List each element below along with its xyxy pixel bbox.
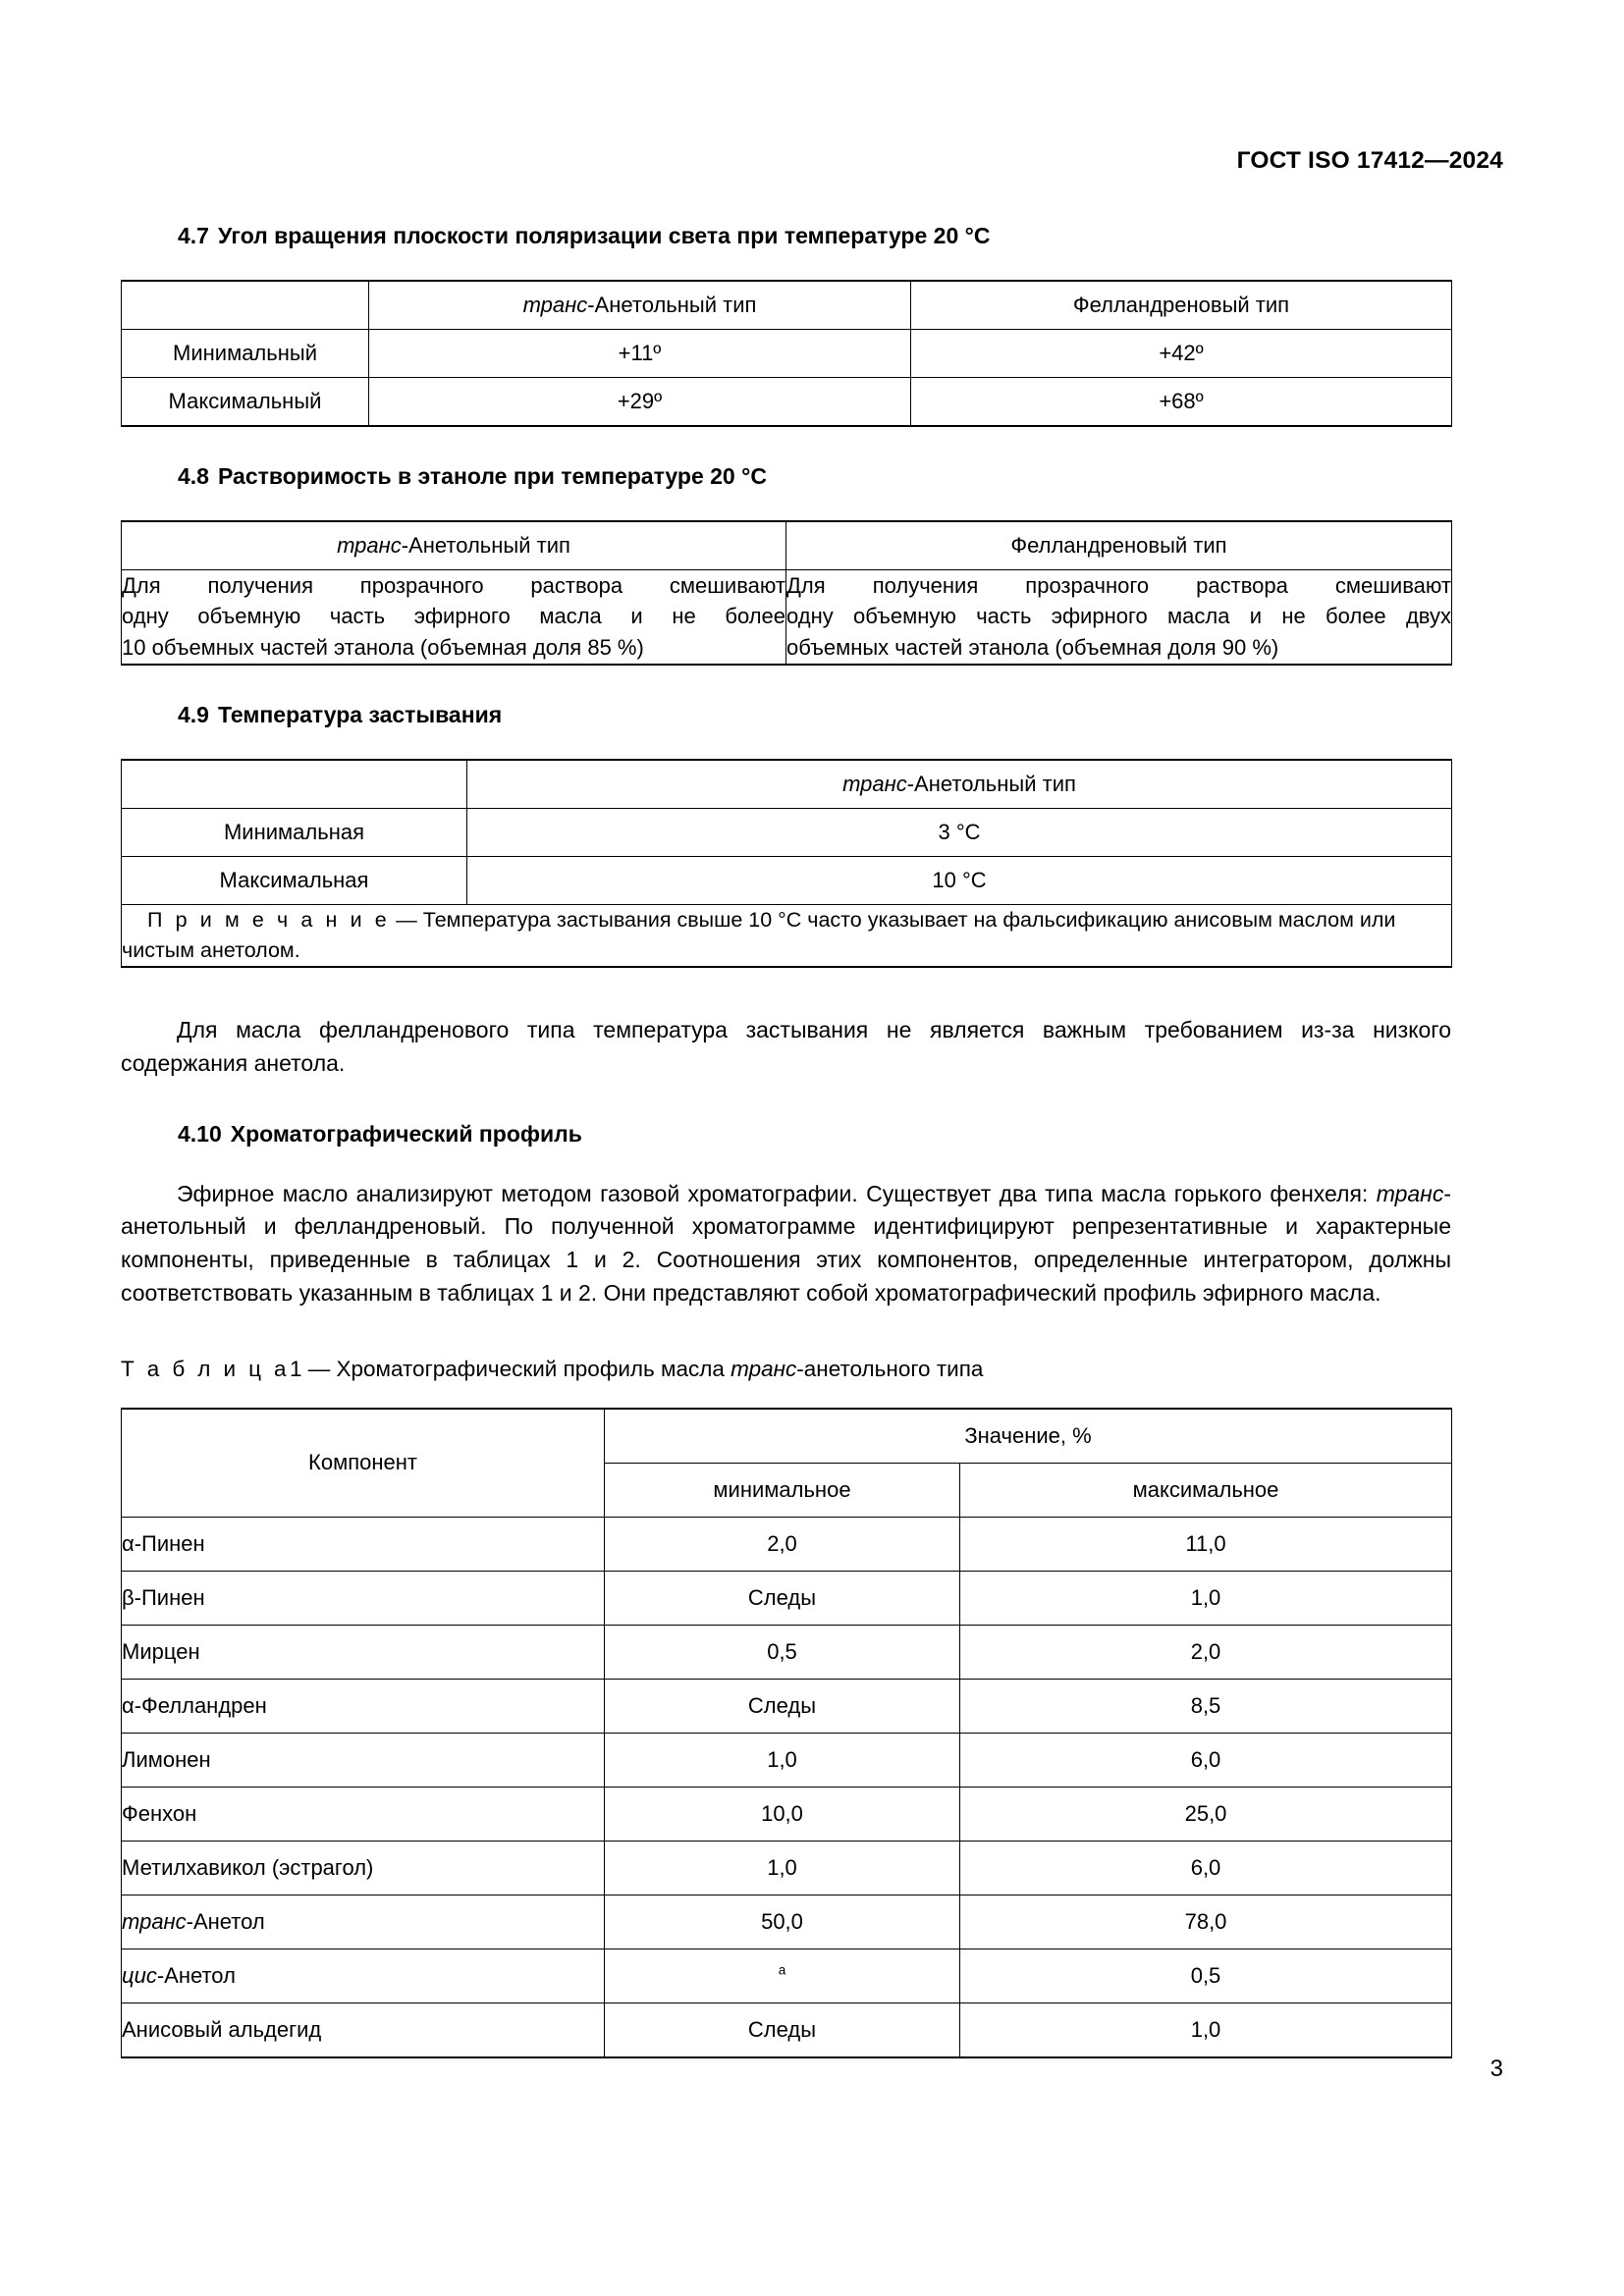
table1-caption-number: 1 <box>289 1356 302 1381</box>
t1-row1-min: Следы <box>605 1571 960 1625</box>
italic-trans: транс <box>122 1908 187 1934</box>
table-header-row <box>122 1409 1452 1464</box>
freeze-row-min-label: Минимальная <box>122 808 467 856</box>
table-row <box>122 808 1452 856</box>
clause-heading-4-7 <box>121 222 1451 250</box>
t1-row9-min: Следы <box>605 2002 960 2057</box>
t1-header-component: Компонент <box>122 1409 605 1518</box>
table1-caption-word: Т а б л и ц а <box>121 1356 290 1381</box>
angle-row-max-anethole: +29º <box>369 377 911 426</box>
clause-heading-4-9 <box>121 701 1451 729</box>
t1-row3-max: 8,5 <box>960 1679 1452 1733</box>
t1-row7-min: 50,0 <box>605 1895 960 1949</box>
t1-row7-max: 78,0 <box>960 1895 1452 1949</box>
table-row <box>122 1895 1452 1949</box>
t1-row5-component: Фенхон <box>122 1787 605 1841</box>
sol-cell-anethole <box>122 569 786 665</box>
t1-row4-component: Лимонен <box>122 1733 605 1787</box>
table-row <box>122 1733 1452 1787</box>
freeze-header-blank <box>122 760 467 809</box>
table-row <box>122 856 1452 904</box>
clause-number-4-8: 4.8 <box>178 462 209 489</box>
sol-anethole-line2: одну объемную часть эфирного масла и не более <box>122 604 785 629</box>
table-row <box>122 904 1452 967</box>
t1-row9-component: Анисовый альдегид <box>122 2002 605 2057</box>
t1-row2-max: 2,0 <box>960 1625 1452 1679</box>
angle-row-max-phellandrene: +68º <box>911 377 1452 426</box>
t1-row6-max: 6,0 <box>960 1841 1452 1895</box>
sol-header-phellandrene: Фелландреновый тип <box>786 521 1452 570</box>
chrom-text-part2: -анетольный и фелландреновый. По полученной хроматограмме идентифицируют репрезентативные и характерные компоненты, приведенные в таблицах 1 и 2. Соотношения этих компонентов, определенные интегратором, должны соответствовать указанным в таблицах 1 и 2. Они представляют собой хроматографический профиль эфирного масла. <box>121 1180 1451 1306</box>
table-row <box>122 569 1452 665</box>
sol-header-anethole-rest: -Анетольный тип <box>401 532 570 558</box>
running-header-standard-id: ГОСТ ISO 17412—2024 <box>1236 147 1503 174</box>
t1-row4-min: 1,0 <box>605 1733 960 1787</box>
freeze-header-anethole <box>467 760 1452 809</box>
t1-row9-max: 1,0 <box>960 2002 1452 2057</box>
angle-header-phellandrene: Фелландреновый тип <box>911 281 1452 330</box>
italic-trans: транс <box>842 771 907 796</box>
clause-number-4-9: 4.9 <box>178 702 209 728</box>
table1-caption-text-b: -анетольного типа <box>796 1356 984 1381</box>
t1-row0-min: 2,0 <box>605 1517 960 1571</box>
sol-anethole-line3: 10 объемных частей этанола (объемная доля 85 %) <box>122 635 644 661</box>
sol-phellandrene-line2: одну объемную часть эфирного масла и не более двух <box>786 604 1451 629</box>
sol-anethole-line1: Для получения прозрачного раствора смешивают <box>122 572 785 598</box>
t1-row6-min: 1,0 <box>605 1841 960 1895</box>
t1-row1-max: 1,0 <box>960 1571 1452 1625</box>
table-row <box>122 760 1452 809</box>
freeze-row-max-label: Максимальная <box>122 856 467 904</box>
t1-header-min: минимальное <box>605 1463 960 1517</box>
table-row <box>122 521 1452 570</box>
t1-row0-component: α-Пинен <box>122 1517 605 1571</box>
angle-row-min-phellandrene: +42º <box>911 329 1452 377</box>
t1-row2-min: 0,5 <box>605 1625 960 1679</box>
t1-row3-component: α-Фелландрен <box>122 1679 605 1733</box>
table-row <box>122 1679 1452 1733</box>
table-row <box>122 1841 1452 1895</box>
table-row <box>122 1517 1452 1571</box>
freeze-note-cell <box>122 904 1452 967</box>
t1-row8-min <box>605 1949 960 2002</box>
italic-trans: транс <box>522 292 588 317</box>
t1-row0-max: 11,0 <box>960 1517 1452 1571</box>
table-row <box>122 1625 1452 1679</box>
clause-number-4-7: 4.7 <box>178 223 209 248</box>
table-1-chromatographic-profile <box>121 1408 1452 2058</box>
t1-row2-component: Мирцен <box>122 1625 605 1679</box>
t1-row8-max: 0,5 <box>960 1949 1452 2002</box>
chrom-text-part1: Эфирное масло анализируют методом газовой хроматографии. Существует два типа масла горького фенхеля: <box>177 1180 1377 1206</box>
t1-row8-component <box>122 1949 605 2002</box>
t1-row7-component <box>122 1895 605 1949</box>
t1-header-value-group: Значение, % <box>605 1409 1452 1464</box>
clause-title-4-8: Растворимость в этаноле при температуре 20 °C <box>217 462 767 489</box>
angle-row-min-label: Минимальный <box>122 329 369 377</box>
freeze-header-anethole-rest: -Анетольный тип <box>906 771 1076 796</box>
paragraph-chromatographic-profile <box>121 1178 1451 1310</box>
angle-header-blank <box>122 281 369 330</box>
table-ethanol-solubility <box>121 520 1452 667</box>
t1-header-max: максимальное <box>960 1463 1452 1517</box>
table-row <box>122 329 1452 377</box>
table-row <box>122 1571 1452 1625</box>
sol-phellandrene-line3: объемных частей этанола (объемная доля 90 %) <box>786 635 1279 661</box>
t1-row1-component: β-Пинен <box>122 1571 605 1625</box>
table-row <box>122 2002 1452 2057</box>
angle-row-min-anethole: +11º <box>369 329 911 377</box>
table-optical-rotation <box>121 280 1452 427</box>
table-row <box>122 1787 1452 1841</box>
note-text: — Температура застывания свыше 10 °C часто указывает на фальсификацию анисовым маслом или чистым анетолом. <box>122 907 1396 963</box>
clause-title-4-7: Угол вращения плоскости поляризации света при температуре 20 °C <box>217 223 991 248</box>
t1-row7-component-rest: -Анетол <box>186 1908 265 1934</box>
table-row <box>122 1949 1452 2002</box>
angle-header-anethole-rest: -Анетольный тип <box>587 292 757 317</box>
angle-header-anethole <box>369 281 911 330</box>
t1-row8-component-rest: -Анетол <box>156 1962 236 1988</box>
italic-trans: транс <box>731 1356 797 1381</box>
t1-row5-max: 25,0 <box>960 1787 1452 1841</box>
table-row <box>122 281 1452 330</box>
italic-cis: цис <box>122 1962 157 1988</box>
clause-number-4-10: 4.10 <box>178 1120 222 1147</box>
t1-row6-component: Метилхавикол (эстрагол) <box>122 1841 605 1895</box>
note-label: П р и м е ч а н и е <box>147 907 391 932</box>
clause-title-4-9: Температура застывания <box>217 702 503 728</box>
table1-caption-dash: — <box>301 1356 337 1381</box>
angle-row-max-label: Максимальный <box>122 377 369 426</box>
sol-header-anethole <box>122 521 786 570</box>
page-content <box>121 222 1451 2058</box>
t1-row3-min: Следы <box>605 1679 960 1733</box>
paragraph-phellandrene-freeze: Для масла фелландренового типа температура застывания не является важным требованием из-за низкого содержания анетола. <box>121 1017 1451 1077</box>
italic-trans: транс <box>1376 1180 1444 1206</box>
freeze-row-min-value: 3 °C <box>467 808 1452 856</box>
page-number: 3 <box>1489 2056 1503 2082</box>
sol-cell-phellandrene <box>786 569 1452 665</box>
table1-caption <box>121 1357 1451 1382</box>
sol-phellandrene-line1: Для получения прозрачного раствора смешивают <box>786 572 1451 598</box>
clause-heading-4-10 <box>121 1120 1451 1148</box>
clause-title-4-10: Хроматографический профиль <box>230 1120 582 1147</box>
t1-row4-max: 6,0 <box>960 1733 1452 1787</box>
clause-heading-4-8 <box>121 462 1451 491</box>
freeze-row-max-value: 10 °C <box>467 856 1452 904</box>
t1-row5-min: 10,0 <box>605 1787 960 1841</box>
italic-trans: транс <box>337 532 402 558</box>
table1-caption-text-a: Хроматографический профиль масла <box>336 1356 731 1381</box>
table-row <box>122 377 1452 426</box>
footnote-marker-a: а <box>778 1962 786 1978</box>
table-solidification-temperature <box>121 759 1452 968</box>
